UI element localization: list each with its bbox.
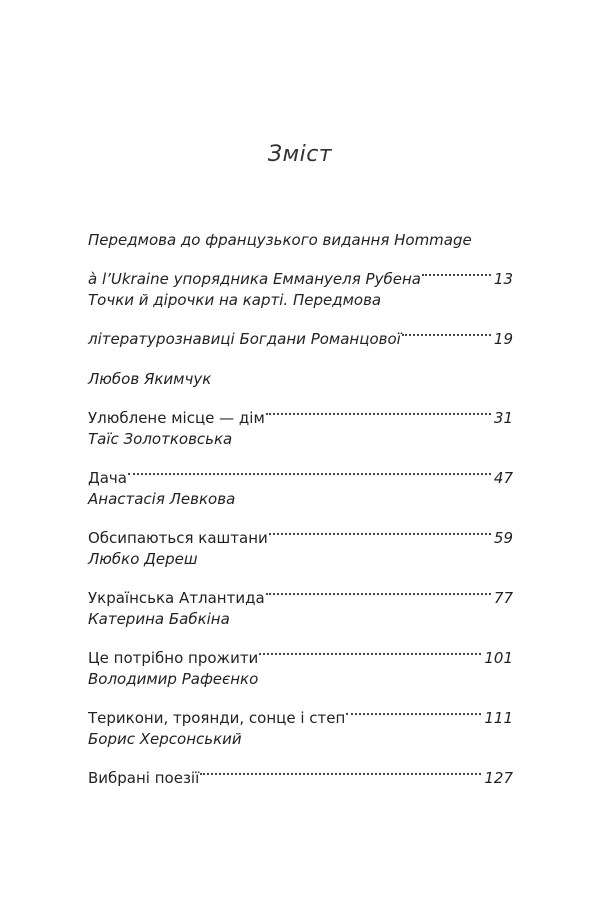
work-title: Терикони, троянди, сонце і степ: [88, 709, 346, 727]
entry-title: Передмова до французького видання Hommage: [88, 231, 472, 249]
author-name: Володимир Рафеєнко: [88, 670, 259, 688]
entry-title: Точки й дірочки на карті. Передмова: [88, 291, 382, 309]
dot-leader: [128, 454, 491, 483]
entry-title-line: [88, 315, 513, 348]
author-name: Борис Херсонський: [88, 730, 242, 748]
work-line: [88, 454, 513, 487]
dot-leader: [422, 255, 491, 284]
entry-title-line: [88, 226, 513, 255]
page-title: Зміст: [267, 142, 333, 167]
page-number: 101: [484, 649, 513, 667]
toc-entry-preface[interactable]: [88, 286, 513, 348]
dot-leader: [200, 754, 481, 783]
toc-entry[interactable]: [88, 545, 513, 607]
dot-leader: [266, 394, 491, 423]
author-name: Любов Якимчук: [88, 370, 212, 388]
work-line: [88, 394, 513, 427]
dot-leader: [259, 634, 481, 663]
dot-leader: [266, 574, 491, 603]
work-title: Вибрані поезії: [88, 769, 200, 787]
entry-title-line: [88, 286, 513, 315]
page-number: 127: [484, 769, 513, 787]
author-name: Катерина Бабкіна: [88, 610, 230, 628]
page-number: 47: [493, 469, 513, 487]
toc-entry[interactable]: [88, 485, 513, 547]
entry-title: à l’Ukraine упорядника Еммануеля Рубена: [88, 270, 421, 288]
work-line: [88, 634, 513, 667]
work-line: [88, 694, 513, 727]
page-number: 77: [493, 589, 513, 607]
page-number: 31: [493, 409, 513, 427]
table-of-contents: [88, 226, 513, 787]
toc-entry-preface[interactable]: [88, 226, 513, 288]
entry-title: літературознавиці Богдани Романцової: [88, 330, 401, 348]
work-title: Обсипаються каштани: [88, 529, 268, 547]
toc-entry[interactable]: [88, 725, 513, 787]
author-name: Таїс Золотковська: [88, 430, 233, 448]
toc-entry[interactable]: [88, 665, 513, 727]
entry-title-line: [88, 255, 513, 288]
dot-leader: [402, 315, 491, 344]
author-name: Любко Дереш: [88, 550, 198, 568]
work-line: [88, 514, 513, 547]
toc-entry[interactable]: [88, 425, 513, 487]
work-line: [88, 754, 513, 787]
work-line: [88, 574, 513, 607]
work-title: Це потрібно прожити: [88, 649, 259, 667]
dot-leader: [346, 694, 481, 723]
page-number: 111: [484, 709, 513, 727]
toc-entry[interactable]: [88, 605, 513, 667]
page-number: 13: [493, 270, 513, 288]
work-title: Дача: [88, 469, 127, 487]
work-title: Улюблене місце — дім: [88, 409, 265, 427]
page-number: 19: [493, 330, 513, 348]
toc-entry[interactable]: [88, 365, 513, 427]
dot-leader: [269, 514, 491, 543]
page-number: 59: [493, 529, 513, 547]
work-title: Українська Атлантида: [88, 589, 265, 607]
author-name: Анастасія Левкова: [88, 490, 236, 508]
